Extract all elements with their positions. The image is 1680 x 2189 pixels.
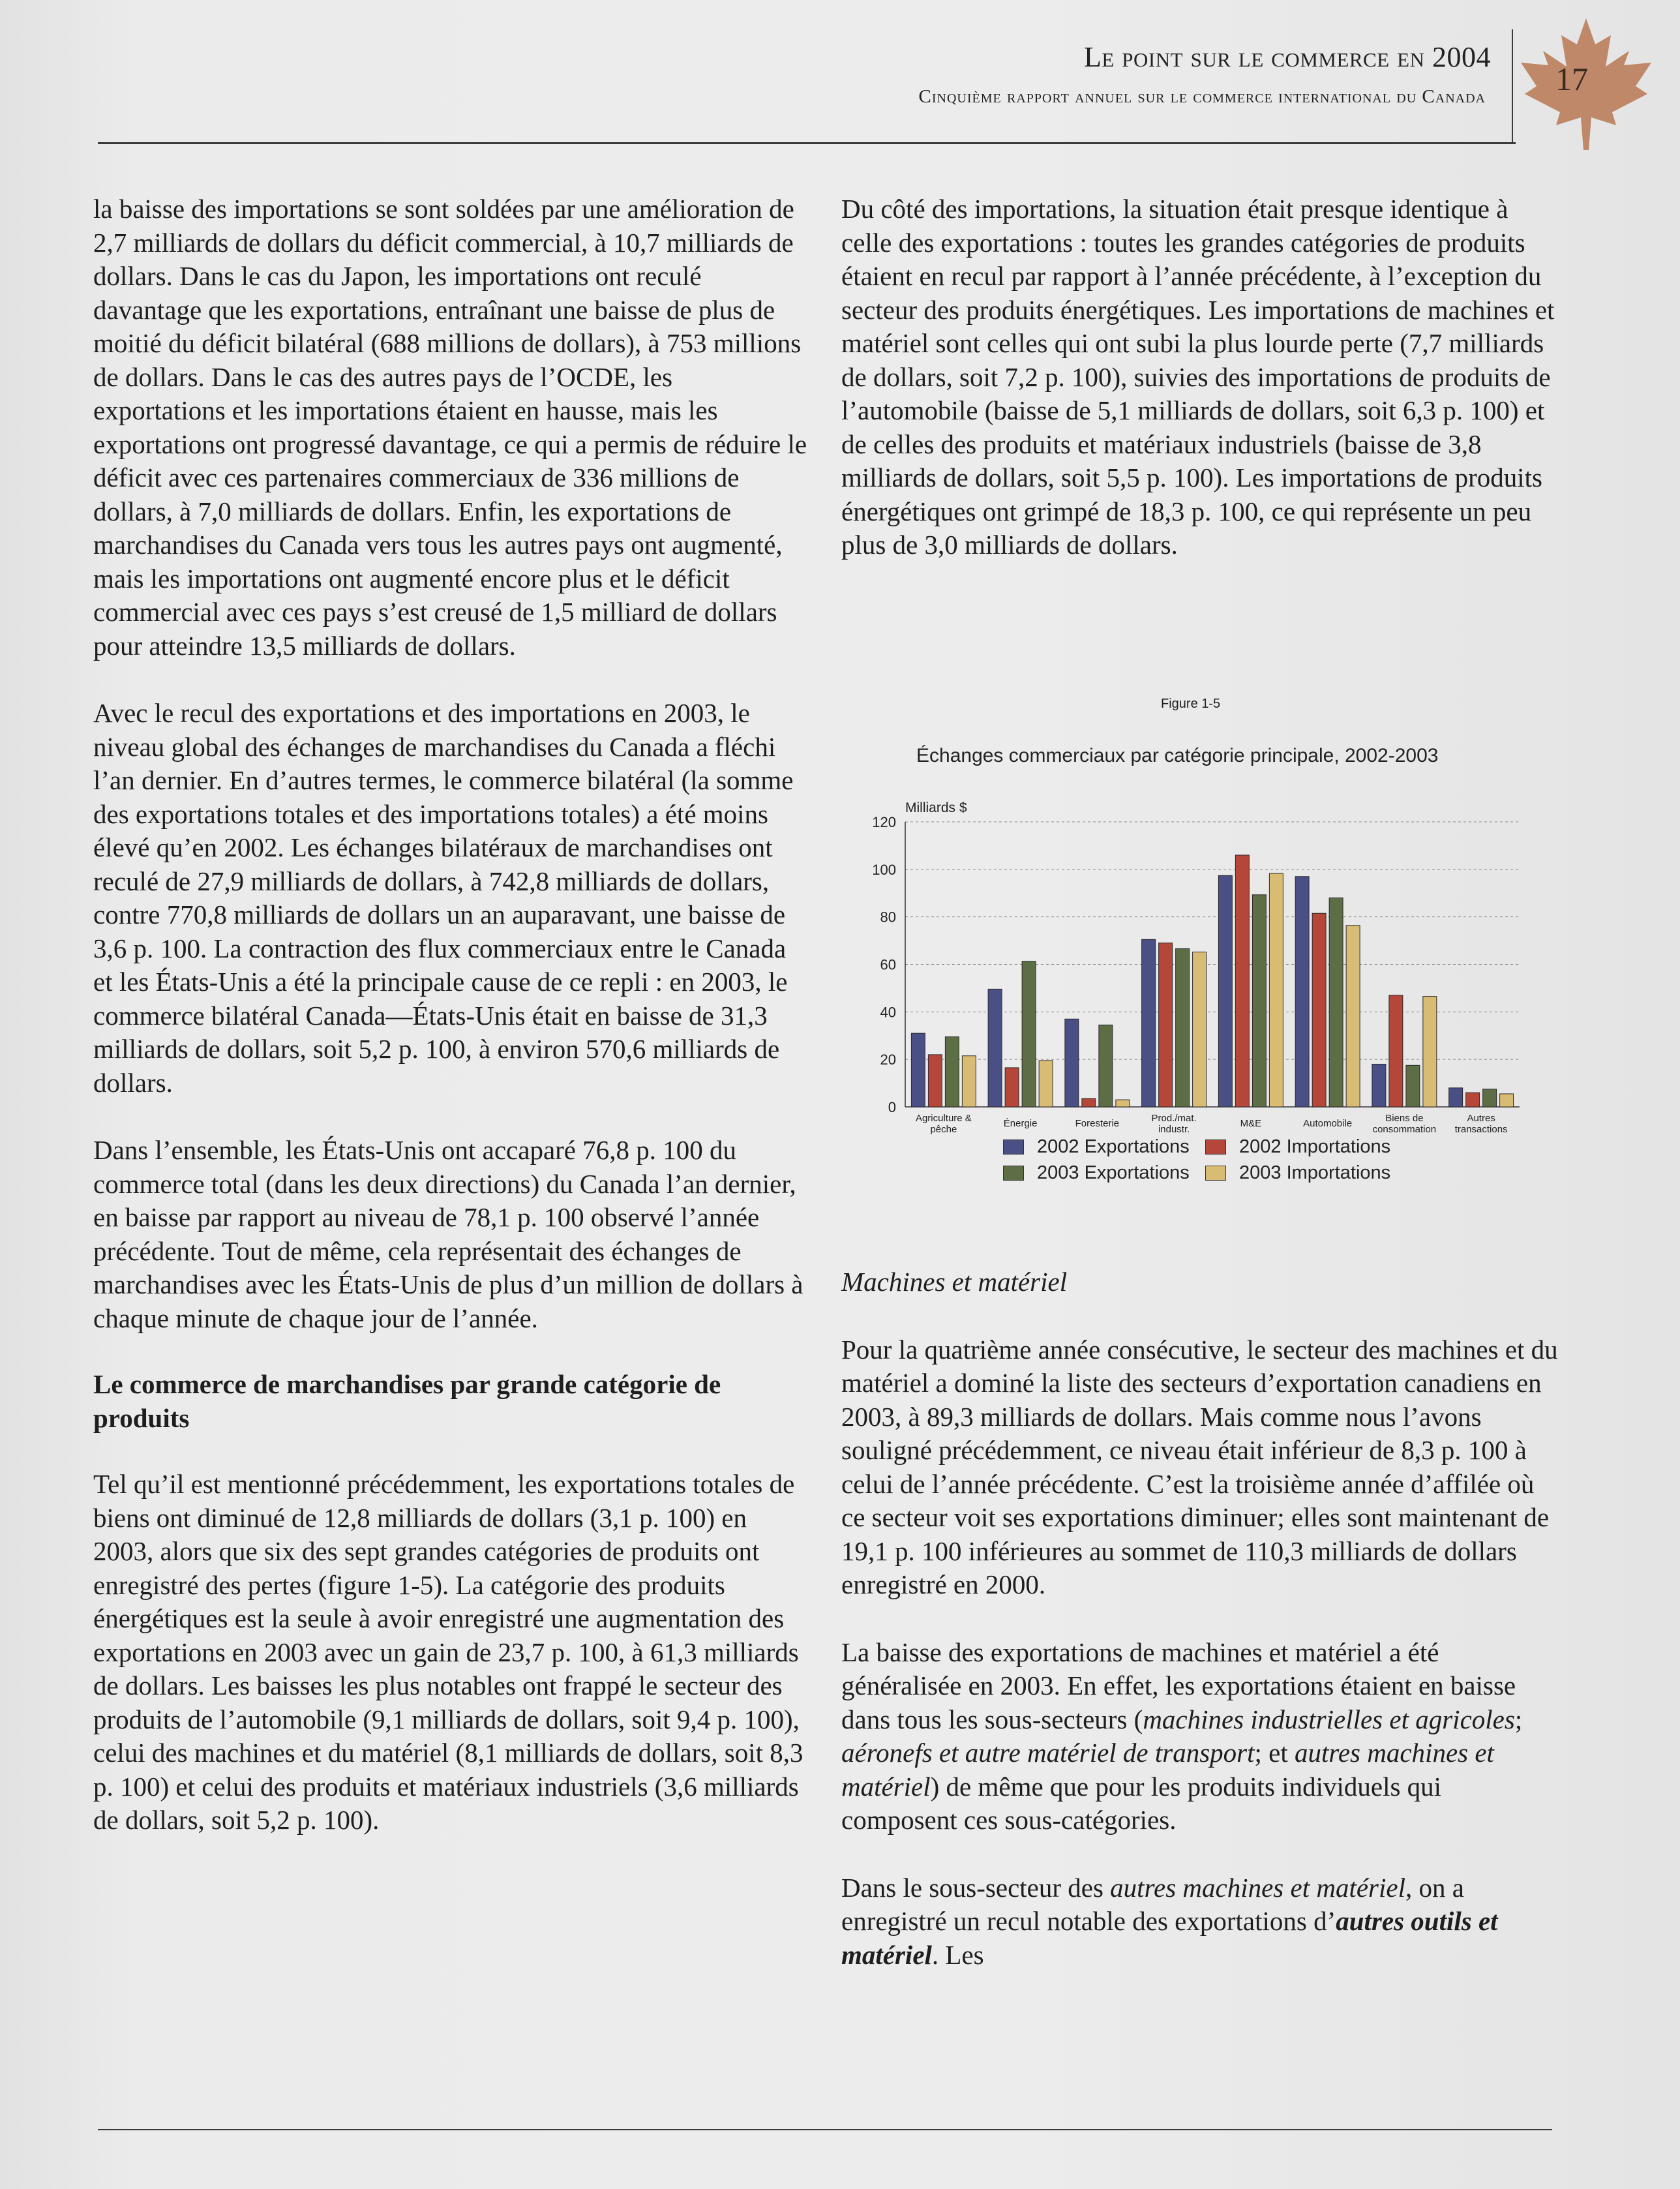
figure-title: Échanges commerciaux par catégorie principale, 2002-2003	[916, 745, 1439, 766]
legend-swatch	[1205, 1140, 1226, 1155]
running-header-title	[1084, 40, 1491, 74]
running-header-subtitle: Cinquième rapport annuel sur le commerce international du Canada	[918, 86, 1486, 107]
bar-2003-importations-5	[1346, 926, 1360, 1107]
paragraph: Du côté des importations, la situation était presque identique à celle des exportations : toutes les grandes catégories de produits étaient en recul par rapport à l’année précédente, à l’exception du secteur des produits énergétiques. Les importations de machines et matériel sont celles qui ont subi la plus lourde perte (7,7 milliards de dollars, soit 7,2 p. 100), suivies des importations de produits de l’automobile (baisse de 5,1 milliards de dollars, soit 6,3 p. 100) et de celles des produits et matériaux industriels (baisse de 3,8 milliards de dollars, soit 5,5 p. 100). Les importations de produits énergétiques ont grimpé de 18,3 p. 100, ce qui représente un peu plus de 3,0 milliards de dollars.	[841, 194, 1555, 560]
page-number: 17	[1555, 61, 1588, 97]
y-tick-label: 100	[872, 861, 896, 878]
y-tick-label: 40	[880, 1004, 896, 1021]
bar-2002-exportations-5	[1295, 877, 1309, 1107]
bar-2003-exportations-4	[1252, 895, 1266, 1107]
italic-run: aéronefs et autre matériel de transport	[841, 1738, 1255, 1768]
header-year: 2004	[1432, 41, 1491, 73]
bar-2002-exportations-0	[911, 1033, 925, 1107]
bar-2003-exportations-0	[945, 1037, 959, 1107]
bar-2003-exportations-7	[1483, 1089, 1497, 1107]
x-tick-label: Énergie	[1003, 1118, 1038, 1129]
text-run: ;	[1514, 1704, 1523, 1734]
x-tick-label-line: Biens de	[1385, 1113, 1424, 1124]
header-title-text: Le point sur le commerce en	[1083, 41, 1425, 73]
section-heading: Le commerce de marchandises par grande catégorie de produits	[93, 1369, 721, 1433]
legend-label: 2003 Exportations	[1037, 1162, 1190, 1183]
header-vertical-rule	[1512, 29, 1513, 144]
header-rule	[98, 142, 1516, 144]
bar-2003-importations-2	[1116, 1100, 1130, 1107]
bar-2002-importations-4	[1235, 855, 1249, 1107]
x-tick-label: Automobile	[1303, 1118, 1353, 1129]
bar-2002-importations-2	[1082, 1098, 1096, 1107]
legend-label: 2002 Importations	[1239, 1136, 1391, 1157]
left-column	[93, 192, 811, 1837]
bar-2003-importations-0	[962, 1056, 976, 1107]
legend-item	[1003, 1136, 1190, 1158]
legend-swatch	[1003, 1140, 1024, 1155]
bar-2003-exportations-5	[1329, 898, 1343, 1107]
x-tick-label-line: Prod./mat.	[1151, 1113, 1197, 1124]
x-tick-label-line: Autres	[1467, 1113, 1495, 1124]
x-tick-label	[1152, 1113, 1197, 1135]
bar-2002-exportations-4	[1218, 875, 1232, 1107]
figure-label: Figure 1-5	[1161, 697, 1221, 711]
y-tick-label: 60	[880, 956, 896, 973]
bar-2002-importations-3	[1159, 943, 1173, 1107]
bar-2002-importations-6	[1389, 995, 1403, 1107]
bar-2003-exportations-1	[1022, 961, 1036, 1107]
paragraph: Avec le recul des exportations et des importations en 2003, le niveau global des échanges de marchandises du Canada a fléchi l’an dernier. En d’autres termes, le commerce bilatéral (la somme des exportations totales et des importations totales) a été moins élevé qu’en 2002. Les échanges bilatéraux de marchandises ont reculé de 27,9 milliards de dollars, à 742,8 milliards de dollars, contre 770,8 milliards de dollars un an auparavant, une baisse de 3,6 p. 100. La contraction des flux commerciaux entre le Canada et les États-Unis a été la principale cause de ce repli : en 2003, le commerce bilatéral Canada—États-Unis était en baisse de 31,3 milliards de dollars, soit 5,2 p. 100, à environ 570,6 milliards de dollars.	[93, 698, 794, 1098]
x-tick-label	[916, 1113, 972, 1135]
legend-item	[1205, 1162, 1390, 1184]
x-tick-label-line: industr.	[1158, 1124, 1190, 1135]
y-axis-label: Milliards $	[905, 800, 967, 815]
x-tick-label-line: transactions	[1454, 1124, 1508, 1135]
paragraph	[841, 1871, 1559, 1972]
bar-2003-importations-4	[1269, 873, 1283, 1107]
legend-swatch	[1205, 1166, 1226, 1181]
bar-2002-exportations-2	[1065, 1019, 1079, 1107]
section-title: Machines et matériel	[841, 1267, 1068, 1297]
x-tick-label	[1455, 1113, 1508, 1135]
bar-2003-exportations-6	[1406, 1065, 1420, 1107]
legend-item	[1003, 1162, 1190, 1184]
text-run: , on a enregistré un recul notable des exportations d’	[841, 1872, 1464, 1936]
x-tick-label-line: consommation	[1372, 1124, 1437, 1135]
bar-2002-importations-5	[1312, 913, 1326, 1107]
x-tick-label: Foresterie	[1075, 1118, 1120, 1129]
text-run: ) de même que pour les produits individuels qui composent ces sous-catégories.	[841, 1771, 1442, 1835]
y-tick-label: 80	[880, 909, 896, 926]
bar-2003-importations-6	[1423, 997, 1437, 1107]
paragraph: Pour la quatrième année consécutive, le secteur des machines et du matériel a dominé la liste des secteurs d’exportation canadiens en 2003, à 89,3 milliards de dollars. Mais comme nous l’avons souligné précédemment, ce niveau était inférieur de 8,3 p. 100 à celui de l’année précédente. C’est la troisième année d’affilée où ce secteur voit ses exportations diminuer; elles sont maintenant de 19,1 p. 100 inférieures au sommet de 110,3 milliards de dollars enregistré en 2000.	[841, 1334, 1558, 1599]
bar-2002-exportations-1	[988, 989, 1002, 1107]
legend-label: 2002 Exportations	[1037, 1136, 1190, 1157]
legend-swatch	[1003, 1166, 1024, 1181]
bar-2002-exportations-6	[1372, 1064, 1386, 1107]
bar-2002-exportations-3	[1142, 939, 1156, 1107]
x-tick-label	[1373, 1113, 1437, 1135]
italic-run: autres machines et matériel	[841, 1738, 1494, 1802]
right-column-bottom	[841, 1265, 1559, 1972]
x-tick-label-line: Agriculture &	[915, 1113, 972, 1124]
right-column-top	[841, 192, 1559, 562]
text-run: . Les	[931, 1939, 984, 1970]
bar-2003-exportations-2	[1099, 1025, 1113, 1107]
y-tick-label: 20	[880, 1051, 896, 1068]
legend-item	[1205, 1136, 1390, 1158]
italic-run: autres machines et matériel	[1110, 1872, 1405, 1903]
x-tick-label: M&E	[1240, 1118, 1262, 1129]
bar-2003-importations-3	[1193, 952, 1207, 1107]
bar-2003-importations-7	[1500, 1094, 1514, 1107]
footer-rule	[98, 2129, 1552, 2130]
bold-italic-run: autres outils et matériel	[841, 1906, 1498, 1970]
paragraph: Tel qu’il est mentionné précédemment, les exportations totales de biens ont diminué de 12,8 milliards de dollars (3,1 p. 100) en 2003, alors que six des sept grandes catégories de produits ont enregistré des pertes (figure 1-5). La catégorie des produits énergétiques est la seule à avoir enregistré une augmentation des exportations en 2003 avec un gain de 23,7 p. 100, à 61,3 milliards de dollars. Les baisses les plus notables ont frappé le secteur des produits de l’automobile (9,1 milliards de dollars, soit 9,4 p. 100), celui des machines et du matériel (8,1 milliards de dollars, soit 8,3 p. 100) et celui des produits et matériaux industriels (3,6 milliards de dollars, soit 5,2 p. 100).	[93, 1469, 803, 1835]
x-tick-label-line: pêche	[930, 1124, 957, 1135]
italic-run: machines industrielles et agricoles	[1143, 1704, 1515, 1734]
bar-2002-importations-1	[1005, 1068, 1019, 1107]
paragraph: Dans l’ensemble, les États-Unis ont accaparé 76,8 p. 100 du commerce total (dans les deux directions) du Canada l’an dernier, en baisse par rapport au niveau de 78,1 p. 100 observé l’année précédente. Tout de même, cela représentait des échanges de marchandises avec les États-Unis de plus d’un million de dollars à chaque minute de chaque jour de l’année.	[93, 1135, 803, 1333]
paragraph	[841, 1636, 1559, 1837]
bar-2002-importations-7	[1466, 1093, 1480, 1107]
y-tick-label: 120	[872, 814, 896, 830]
y-tick-label: 0	[888, 1099, 896, 1115]
bar-2003-importations-1	[1039, 1061, 1053, 1107]
text-run: La baisse des exportations de machines et matériel a été généralisée en 2003. En effet, les exportations étaient en baisse dans tous les sous-secteurs (	[841, 1637, 1516, 1734]
text-run: Dans le sous-secteur des	[841, 1872, 1111, 1903]
legend-label: 2003 Importations	[1239, 1162, 1391, 1183]
text-run: ; et	[1254, 1738, 1295, 1768]
bar-2003-exportations-3	[1176, 948, 1190, 1107]
bar-2002-importations-0	[928, 1055, 942, 1107]
bar-2002-exportations-7	[1449, 1088, 1463, 1107]
paragraph: la baisse des importations se sont soldées par une amélioration de 2,7 milliards de dollars du déficit commercial, à 10,7 milliards de dollars. Dans le cas du Japon, les importations ont reculé davantage que les exportations, entraînant une baisse de plus de moitié du déficit bilatéral (688 millions de dollars), à 753 millions de dollars. Dans le cas des autres pays de l’OCDE, les exportations et les importations étaient en hausse, mais les exportations ont progressé davantage, ce qui a permis de réduire le déficit avec ces partenaires commerciaux de 336 millions de dollars, à 7,0 milliards de dollars. Enfin, les exportations de marchandises du Canada vers tous les autres pays ont augmenté, mais les importations ont augmenté encore plus et le déficit commercial avec ces pays s’est creusé de 1,5 milliard de dollars pour atteindre 13,5 milliards de dollars.	[93, 194, 807, 661]
